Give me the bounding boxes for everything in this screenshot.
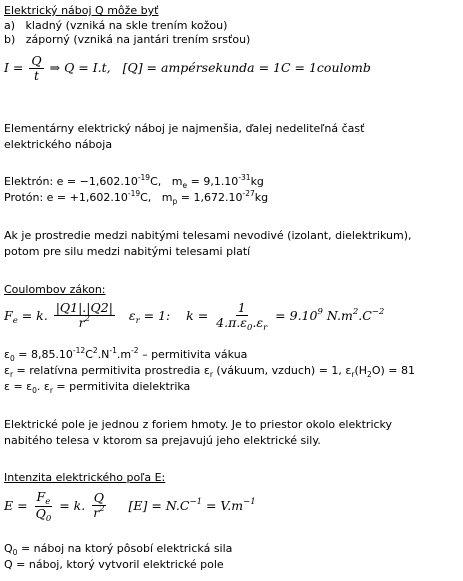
exponent: -31 [238,173,251,182]
exponent: -2 [131,346,139,355]
exponent: 2 [352,307,359,317]
subscript: 0 [45,514,52,524]
subscript: 0 [12,548,18,557]
force-symbol: F [36,489,46,504]
formula-lhs: I = [4,60,24,75]
subscript: r [9,370,14,379]
subscript: e [12,316,18,326]
charge-unit: [Q] = ampérsekunda = 1C = 1coulomb [122,60,371,75]
medium-line1: Ak je prostredie medzi nabitými telesami nevodivé (izolant, dielektrikum), [4,229,412,242]
elementary-charge-line2: elektrického náboja [4,138,113,151]
k-unit: N.m [326,308,353,323]
fraction-q-over-t [29,54,43,83]
subscript: e [182,181,188,190]
mass-value: = 9,1.10 [187,175,239,188]
proton-charge: Protón: e = +1,602.10 [4,191,128,204]
proton-line [4,191,268,206]
unit: C [85,348,93,361]
description: – permitivita vákua [138,348,248,361]
exponent: -12 [72,346,86,355]
epsilon0-line [4,348,247,363]
electron-charge: Elektrón: e = −1,602.10 [4,175,138,188]
exponent: 9 [317,307,323,317]
unit: kg [254,191,269,204]
fraction-denominator [214,316,269,332]
subscript: 2 [367,370,372,379]
charge-symbol: Q [4,542,13,555]
subscript: r [263,323,268,333]
description: = relatívna permitivita prostredia ε [13,364,210,377]
epsilon-eq: ε = ε [4,380,33,393]
equals-k: = k. [21,308,48,323]
unit: .N [97,348,110,361]
fraction-denominator: t [33,68,40,83]
intensity-unit2: = V.m [202,498,244,513]
intensity-unit: [E] = N.C [128,498,190,513]
exponent: -19 [137,173,151,182]
fraction-q-over-r2 [91,491,106,522]
fraction-numerator [35,490,53,507]
exponent: −2 [371,307,385,317]
fraction-k [214,301,269,332]
charge-symbol: Q [35,506,46,521]
unit: .m [116,348,132,361]
fraction-numerator: |Q1|.|Q2| [55,300,113,315]
unit: C, [150,175,162,188]
water: (H [354,364,368,377]
exponent: 2 [92,346,98,355]
fraction-fe-over-q0 [34,490,54,523]
k-value: = 9.10 [275,308,318,323]
values: (vákuum, vzduch) = 1, ε [212,364,352,377]
description: = permitivita dielektrika [52,380,191,393]
subscript: r [209,370,213,379]
exponent: -19 [127,189,141,198]
radius: r [93,505,100,520]
intensity-formula [4,490,256,523]
subscript: r [351,370,355,379]
implies-arrow: ⇒ [49,60,61,75]
exponent: 2 [99,504,105,514]
subscript: 0 [247,323,253,333]
list-text: kladný (vzniká na skle trením kožou) [25,19,228,32]
mass-value: = 1,672.10 [177,191,243,204]
subscript: r [49,386,53,395]
mass-symbol: m [171,175,183,188]
list-item-negative [4,33,250,47]
epsilon-line [4,380,190,395]
epsilon-symbol: ε [128,308,136,323]
subscript: p [172,197,178,206]
fraction-charges-over-r2 [54,301,115,332]
water-value: O) = 81 [371,364,415,377]
epsilon-mid: . ε [36,380,50,393]
fraction-denominator [91,506,106,522]
fraction-denominator [34,507,54,523]
epsilonr-line [4,364,415,379]
unit: kg [250,175,264,188]
k-denominator: 4.π.ε [216,315,247,330]
unit: C, [140,191,152,204]
subscript: e [45,497,51,507]
subscript: 0 [9,354,15,363]
medium-line2: potom pre silu medzi nabitými telesami platí [4,245,251,258]
q-note: Q = náboj, ktorý vytvoril elektrické pole [4,558,224,571]
charge-equation: Q = I.t, [64,60,111,75]
fraction-numerator: Q [31,53,42,68]
exponent: -1 [109,346,117,355]
k-unit-c: .C [358,308,372,323]
field-line1: Elektrické pole je jednou z foriem hmoty. Je to priestor okolo elektricky [4,418,393,431]
list-text: záporný (vzniká na jantári trením srsťou) [25,33,251,46]
list-item-positive [4,19,227,33]
exponent: −1 [243,497,256,507]
exponent: −1 [189,497,202,507]
exponent: -27 [242,189,255,198]
k-denominator-mid: .ε [252,315,264,330]
e-equals: E = [4,498,28,513]
mass-symbol: m [161,191,173,204]
electron-line [4,175,264,190]
description: = náboj na ktorý pôsobí elektrická sila [17,542,233,555]
equals-k: = k. [59,498,86,513]
coulomb-heading: Coulombov zákon: [4,283,106,296]
fraction-numerator: 1 [237,300,246,315]
charge-heading: Elektrický náboj Q môže byť [4,4,159,17]
exponent: 2 [84,314,90,324]
subscript: r [135,316,140,326]
current-formula [4,54,371,83]
elementary-charge-line1: Elementárny elektrický náboj je najmenšia, ďalej nedeliteľná časť [4,122,365,135]
k-label: k = [186,308,209,323]
intensity-heading: Intenzita elektrického poľa E: [4,471,166,484]
radius: r [78,315,85,330]
epsilon-value: = 1: [143,308,171,323]
value: = 8,85.10 [14,348,73,361]
coulomb-formula [4,301,384,332]
epsilon-symbol: ε [4,348,10,361]
epsilon-symbol: ε [4,364,10,377]
fraction-numerator: Q [93,490,105,505]
subscript: 0 [32,386,37,395]
field-line2: nabitého telesa v ktorom sa prejavujú jeho elektrické sily. [4,434,321,447]
fraction-denominator [77,316,92,332]
force-symbol: F [4,308,13,323]
list-marker: a) [4,19,16,32]
q0-note [4,542,232,557]
list-marker: b) [4,33,16,46]
